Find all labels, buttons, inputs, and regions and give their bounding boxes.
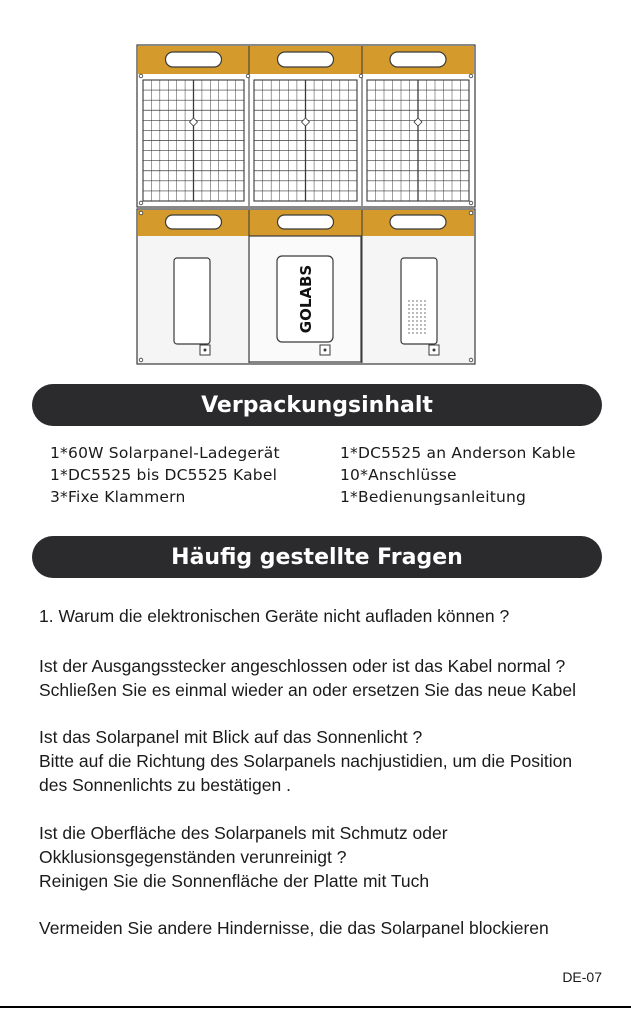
faq-answer-block	[39, 916, 609, 940]
grommet	[139, 358, 143, 362]
faq-answer-block	[39, 821, 609, 893]
faq-title: Häufig gestellte Fragen	[171, 544, 463, 570]
faq-answer-line: Vermeiden Sie andere Hindernisse, die das Solarpanel blockieren	[39, 918, 549, 938]
contents-item: 1*DC5525 bis DC5525 Kabel	[50, 466, 278, 484]
contents-banner	[32, 384, 602, 426]
contents-item: 3*Fixe Klammern	[50, 488, 186, 506]
grommet	[139, 211, 143, 215]
grommet	[469, 74, 473, 78]
faq-answer-line: des Sonnenlichts zu bestätigen .	[39, 775, 291, 795]
spec-label	[401, 258, 437, 344]
brand-logo: GOLABS	[297, 264, 315, 334]
handle-slot	[278, 215, 334, 229]
faq-answer-line: Ist der Ausgangsstecker angeschlossen oder ist das Kabel normal ?	[39, 656, 566, 676]
package-contents-list	[50, 443, 590, 507]
grommet	[469, 358, 473, 362]
connector-pin	[433, 349, 436, 352]
contents-item: 10*Anschlüsse	[340, 466, 457, 484]
faq-answer-line: Reinigen Sie die Sonnenfläche der Platte mit Tuch	[39, 871, 430, 891]
faq-answer-line: Schließen Sie es einmal wieder an oder ersetzen Sie das neue Kabel	[39, 680, 576, 700]
grommet	[139, 74, 143, 78]
solar-panel-illustration	[0, 0, 631, 380]
contents-item: 1*DC5525 an Anderson Kable	[340, 444, 576, 462]
connector-pin	[324, 349, 327, 352]
handle-slot	[390, 215, 446, 229]
storage-pocket	[174, 258, 210, 344]
contents-title: Verpackungsinhalt	[201, 392, 433, 418]
faq-banner	[32, 536, 602, 578]
grommet	[246, 74, 250, 78]
grommet	[469, 211, 473, 215]
faq-question: 1. Warum die elektronischen Geräte nicht aufladen können ?	[39, 606, 510, 626]
page-number: DE-07	[562, 969, 602, 985]
contents-item: 1*Bedienungsanleitung	[340, 488, 527, 506]
faq-answer-line: Ist die Oberfläche des Solarpanels mit Schmutz oder	[39, 823, 448, 843]
faq-answer-block	[39, 654, 609, 702]
faq-answer-line: Okklusionsgegenständen verunreinigt ?	[39, 847, 347, 867]
grommet	[359, 74, 363, 78]
grommet	[469, 201, 473, 205]
faq-answer-line: Bitte auf die Richtung des Solarpanels nachjustidien, um die Position	[39, 751, 573, 771]
handle-slot	[390, 52, 446, 67]
grommet	[139, 201, 143, 205]
handle-slot	[166, 215, 222, 229]
faq-answer-block	[39, 725, 609, 797]
contents-item: 1*60W Solarpanel-Ladegerät	[50, 444, 280, 462]
connector-pin	[204, 349, 207, 352]
bottom-rule	[0, 1006, 631, 1008]
faq-answer-line: Ist das Solarpanel mit Blick auf das Sonnenlicht ?	[39, 727, 423, 747]
handle-slot	[166, 52, 222, 67]
handle-slot	[278, 52, 334, 67]
